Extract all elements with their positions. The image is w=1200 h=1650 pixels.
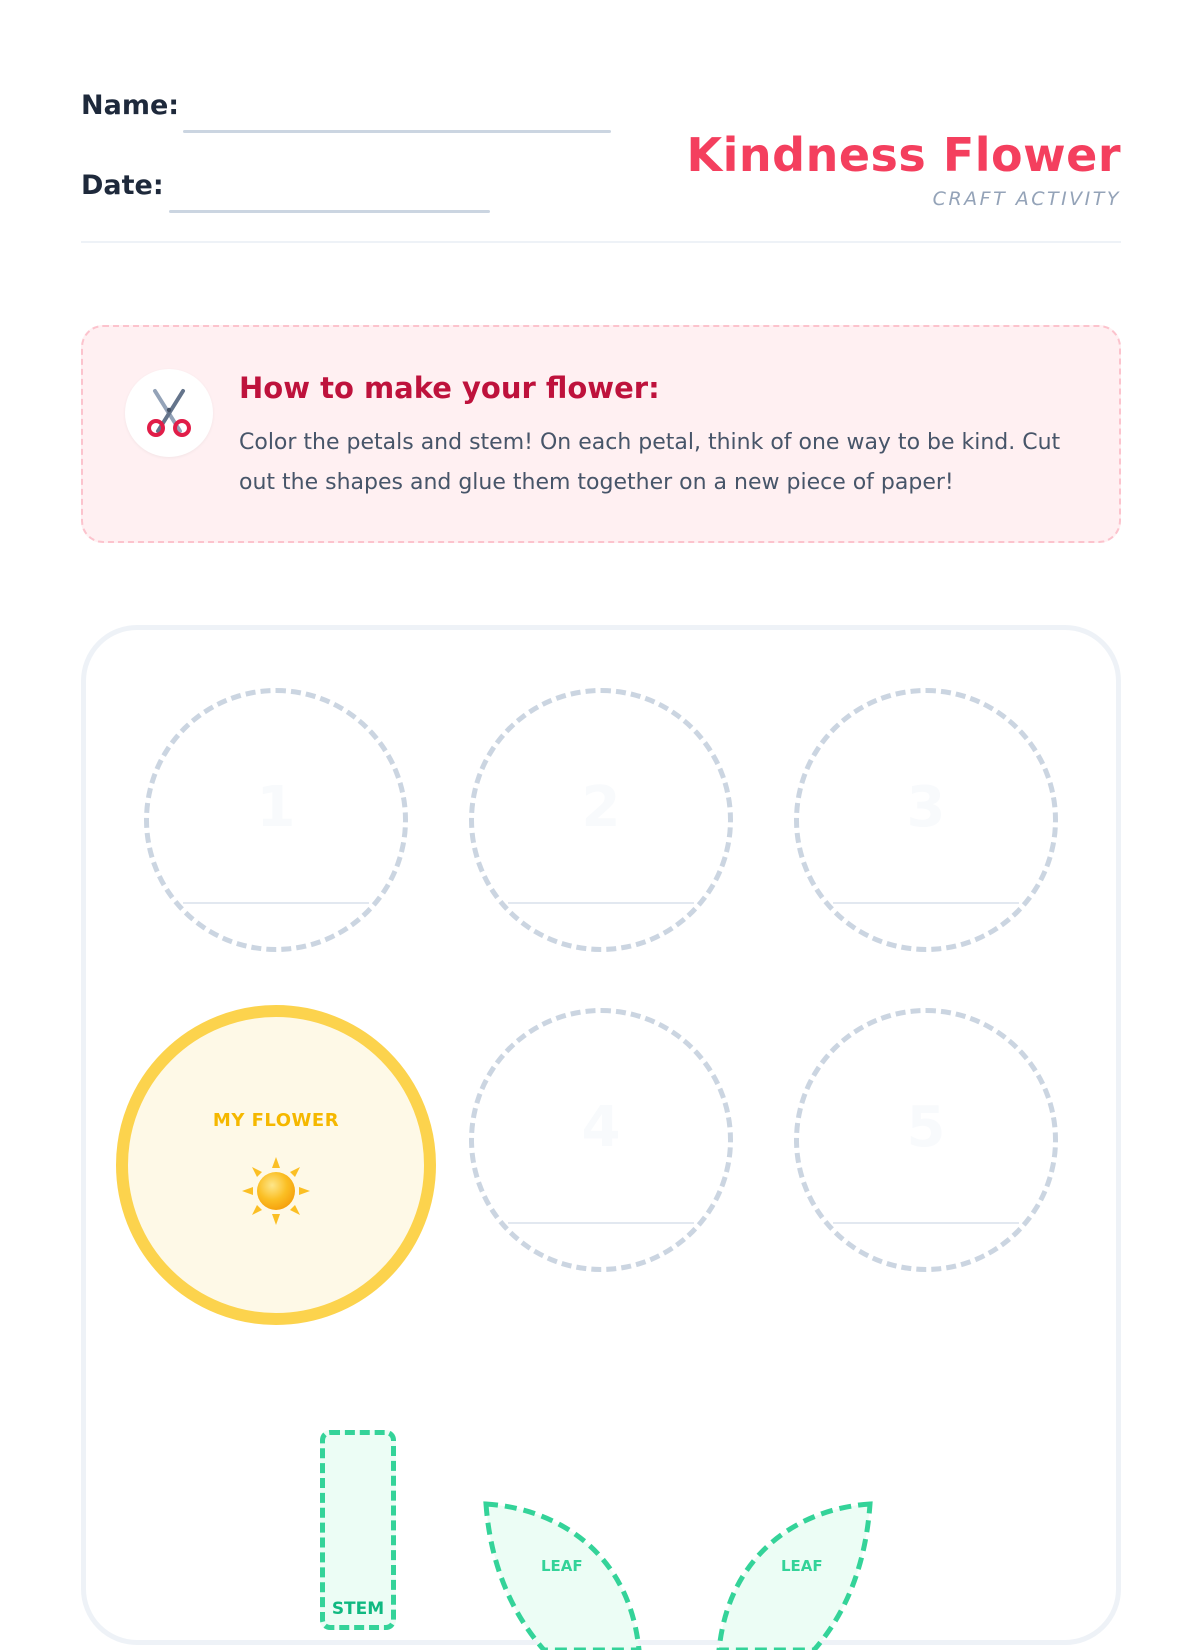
name-label: Name:: [81, 90, 180, 121]
flower-center-label: MY FLOWER: [212, 1110, 340, 1131]
instructions-text: Color the petals and stem! On each petal, think of one way to be kind. Cut out the shapes and glue them together on a new piece of paper!: [239, 430, 1061, 495]
petal-number: 5: [906, 1095, 946, 1160]
petal-2[interactable]: [469, 688, 733, 952]
petal-writing-line: [833, 902, 1019, 904]
header-divider: [81, 241, 1121, 243]
petal-number: 2: [581, 775, 621, 840]
craft-area: [81, 625, 1121, 1645]
petal-writing-line: [833, 1222, 1019, 1224]
petal-1[interactable]: [144, 688, 408, 952]
petal-number: 3: [906, 775, 946, 840]
name-line[interactable]: [183, 130, 611, 133]
sun-icon: [242, 1157, 310, 1229]
stem-label: STEM: [331, 1599, 385, 1619]
worksheet-subtitle: CRAFT ACTIVITY: [932, 188, 1121, 210]
petal-5[interactable]: [794, 1008, 1058, 1272]
stem[interactable]: [320, 1430, 396, 1630]
leaf-right-label: LEAF: [781, 1557, 823, 1575]
flower-center[interactable]: [116, 1005, 436, 1325]
petal-writing-line: [508, 902, 694, 904]
date-line[interactable]: [169, 210, 490, 213]
leaf-left-label: LEAF: [541, 1557, 583, 1575]
date-label: Date:: [81, 170, 164, 201]
petal-writing-line: [183, 902, 369, 904]
petal-number: 4: [581, 1095, 621, 1160]
instructions-panel: [81, 325, 1121, 543]
worksheet-title: Kindness Flower: [686, 128, 1121, 182]
petal-writing-line: [508, 1222, 694, 1224]
instructions-heading: How to make your flower:: [239, 371, 660, 405]
leaf-right[interactable]: [714, 1500, 874, 1650]
scissors-icon: [125, 369, 213, 457]
leaf-left[interactable]: [484, 1500, 644, 1650]
petal-number: 1: [256, 775, 296, 840]
petal-3[interactable]: [794, 688, 1058, 952]
petal-4[interactable]: [469, 1008, 733, 1272]
